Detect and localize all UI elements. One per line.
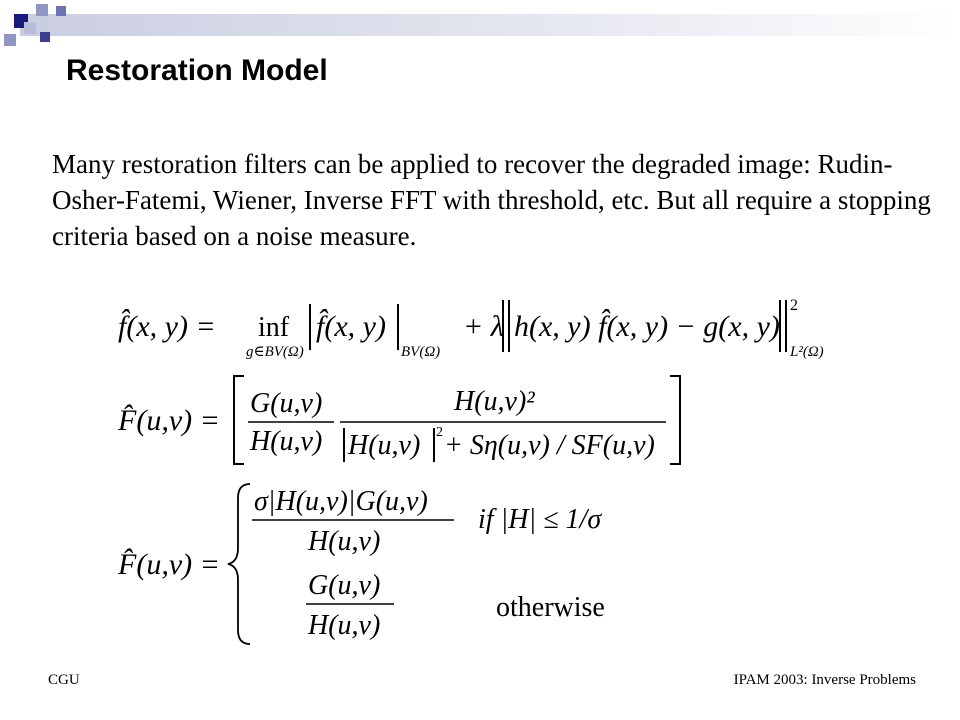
rof-term2: h(x, y) f̂(x, y) − g(x, y) bbox=[514, 310, 780, 343]
equation-rof bbox=[118, 290, 858, 373]
rof-inf-sub: g∈BV(Ω) bbox=[246, 344, 304, 360]
equation-wiener bbox=[118, 370, 718, 475]
wiener-num1: G(u,v) bbox=[250, 388, 323, 419]
inverse-case1-den: H(u,v) bbox=[308, 526, 381, 557]
footer-left: CGU bbox=[48, 672, 80, 688]
rof-plus-lambda: + λ bbox=[463, 310, 504, 343]
rof-term1-sub: BV(Ω) bbox=[401, 344, 441, 360]
wiener-den2-b: + Sη(u,v) / SF(u,v) bbox=[444, 430, 655, 461]
wiener-lhs: F̂(u,v) = bbox=[118, 404, 220, 437]
footer-right: IPAM 2003: Inverse Problems bbox=[733, 672, 916, 688]
rof-lhs: f̂(x, y) = bbox=[118, 310, 216, 343]
corner-square-dark bbox=[40, 32, 50, 42]
rof-inf: inf bbox=[258, 312, 290, 343]
inverse-case2-den: H(u,v) bbox=[308, 610, 381, 641]
equation-wiener-svg bbox=[118, 370, 718, 470]
body-paragraph: Many restoration filters can be applied to recover the degraded image: Rudin-Osher-Fatemi, Wiener, Inverse FFT with threshold, etc. But all require a stopping criteria based on a noise measure. bbox=[52, 149, 931, 251]
wiener-num2: H(u,v)² bbox=[454, 386, 535, 417]
wiener-den2-a: H(u,v) bbox=[348, 430, 421, 461]
wiener-den2-exp: 2 bbox=[436, 425, 443, 440]
rof-term2-sub: L²(Ω) bbox=[790, 344, 824, 360]
inverse-case1-cond: if |H| ≤ 1/σ bbox=[478, 504, 602, 535]
corner-square-light bbox=[56, 6, 66, 16]
rof-exponent: 2 bbox=[790, 297, 798, 314]
rof-term1: f̂(x, y) bbox=[316, 310, 386, 343]
title-bar-gradient bbox=[20, 14, 960, 36]
wiener-den1: H(u,v) bbox=[250, 426, 323, 457]
corner-square-light bbox=[36, 4, 48, 16]
inverse-case1-num: σ|H(u,v)|G(u,v) bbox=[254, 486, 428, 517]
corner-square-light bbox=[4, 34, 16, 46]
equation-rof-svg bbox=[118, 290, 858, 368]
slide-title: Restoration Model bbox=[66, 54, 328, 87]
inverse-case2-cond: otherwise bbox=[496, 592, 605, 623]
inverse-lhs: F̂(u,v) = bbox=[118, 548, 220, 581]
equation-inverse-svg bbox=[118, 478, 638, 648]
inverse-case2-num: G(u,v) bbox=[308, 570, 381, 601]
corner-square-light bbox=[24, 22, 36, 34]
equation-inverse bbox=[118, 478, 638, 653]
